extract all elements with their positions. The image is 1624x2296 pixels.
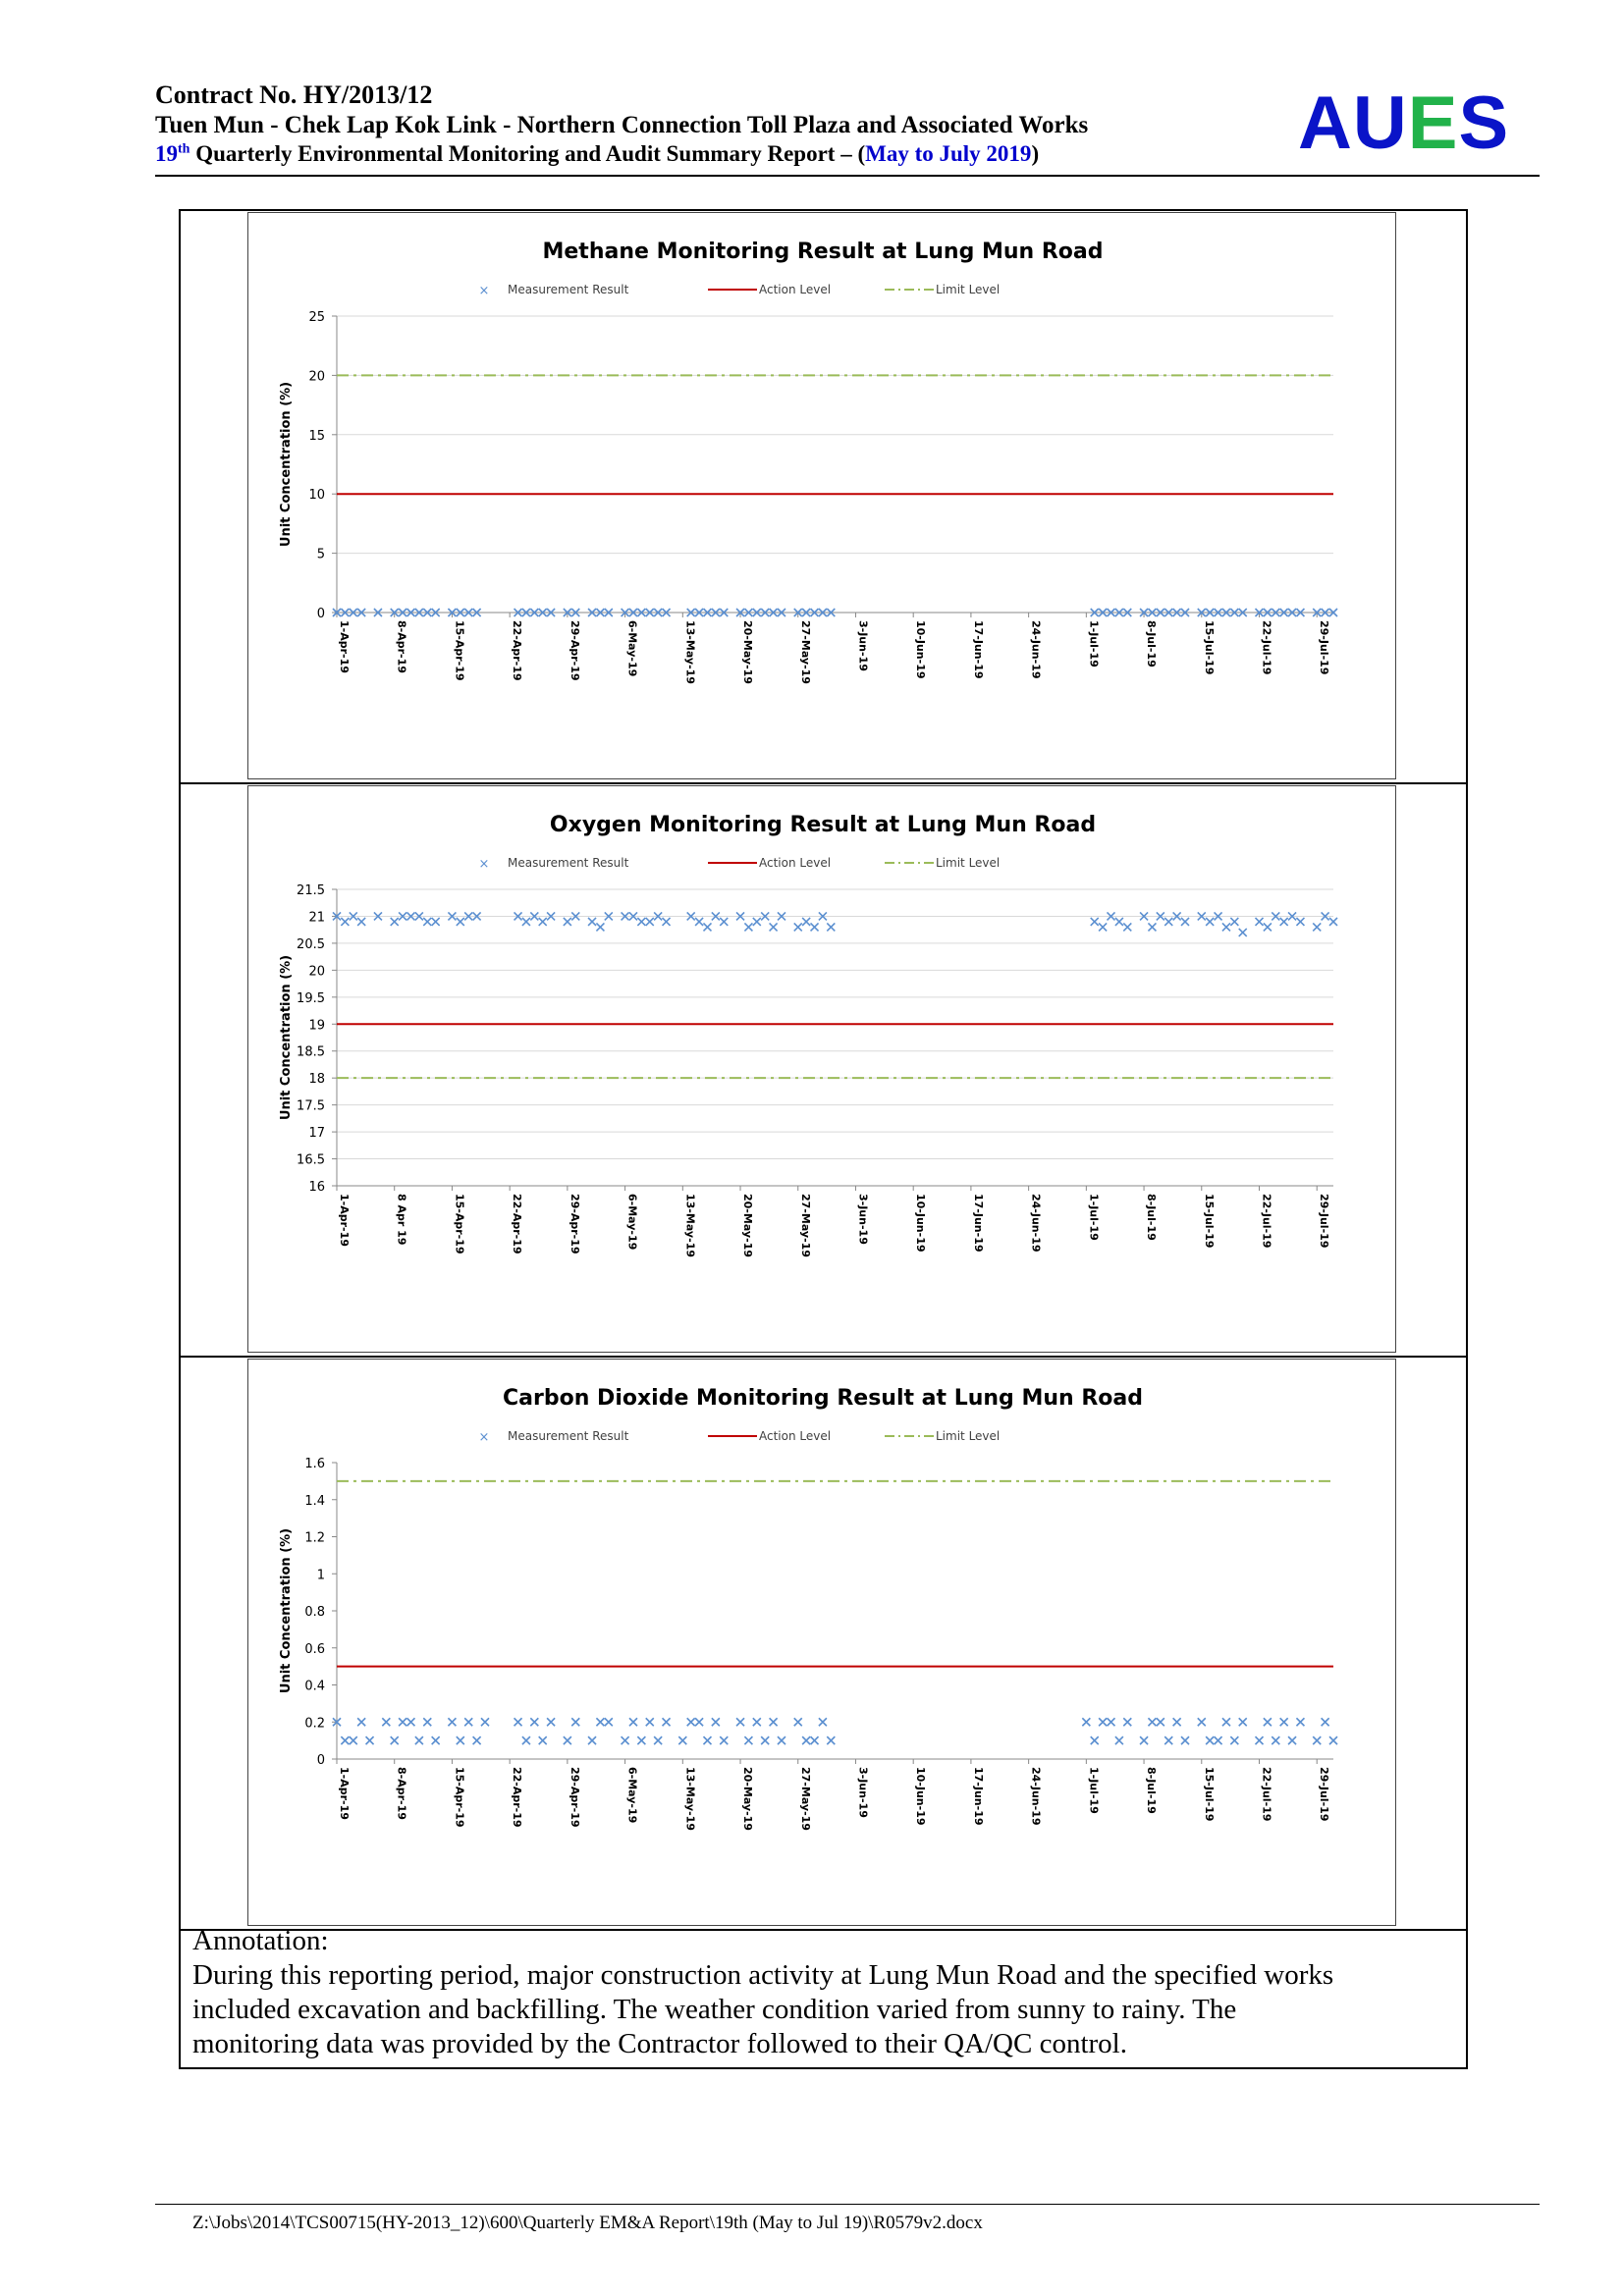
data-point <box>423 1718 431 1726</box>
data-point <box>646 1718 654 1726</box>
x-tick-label: 8-Apr-19 <box>395 1767 408 1820</box>
x-tick-label: 15-Apr-19 <box>453 1767 466 1828</box>
project-title: Tuen Mun - Chek Lap Kok Link - Northern Connection Toll Plaza and Associated Works <box>155 112 1089 138</box>
data-point <box>819 1718 827 1726</box>
y-tick-label: 19.5 <box>297 990 325 1006</box>
legend-marker-measurement: × <box>478 857 490 872</box>
data-point <box>622 1736 629 1744</box>
data-point <box>663 918 671 926</box>
data-point <box>695 918 703 926</box>
legend-marker-measurement: × <box>478 1430 490 1445</box>
x-tick-label: 1-Apr-19 <box>338 620 351 673</box>
x-tick-label: 1-Apr-19 <box>338 1194 351 1247</box>
y-tick-label: 16 <box>308 1180 325 1195</box>
data-point <box>1206 1736 1214 1744</box>
logo-letter-e: E <box>1407 81 1459 165</box>
data-point <box>1091 918 1099 926</box>
data-point <box>1164 918 1172 926</box>
data-point <box>1181 1736 1189 1744</box>
x-tick-label: 6-May-19 <box>625 1767 639 1824</box>
table-row-divider <box>179 782 1468 784</box>
y-tick-label: 17 <box>308 1126 325 1142</box>
carbon-dioxide-chart-svg <box>248 1360 1397 1927</box>
x-tick-label: 27-May-19 <box>798 1194 812 1257</box>
data-point <box>802 1736 810 1744</box>
data-point <box>744 923 752 931</box>
data-point <box>1329 1736 1337 1744</box>
data-point <box>678 1736 686 1744</box>
data-point <box>1181 918 1189 926</box>
data-point <box>605 1718 613 1726</box>
data-point <box>753 1718 761 1726</box>
x-tick-label: 8-Jul-19 <box>1145 620 1159 667</box>
data-point <box>811 923 819 931</box>
annotation-heading: Annotation: <box>192 1925 329 1956</box>
x-tick-label: 1-Jul-19 <box>1087 620 1101 667</box>
data-point <box>712 1718 720 1726</box>
data-point <box>448 1718 456 1726</box>
data-point <box>1099 1718 1107 1726</box>
x-tick-label: 24-Jun-19 <box>1029 1767 1043 1826</box>
data-point <box>1239 929 1247 936</box>
x-tick-label: 29-Jul-19 <box>1318 1767 1331 1822</box>
data-point <box>778 1736 785 1744</box>
chart-title: Carbon Dioxide Monitoring Result at Lung Mun Road <box>503 1386 1143 1411</box>
data-point <box>1322 1718 1329 1726</box>
x-tick-label: 10-Jun-19 <box>914 1767 928 1826</box>
report-number: 19 <box>155 141 178 166</box>
data-point <box>596 923 604 931</box>
x-tick-label: 27-May-19 <box>798 620 812 684</box>
y-tick-label: 25 <box>308 310 325 325</box>
data-point <box>391 1736 399 1744</box>
y-tick-label: 21.5 <box>297 883 325 898</box>
x-tick-label: 17-Jun-19 <box>971 1767 985 1826</box>
y-tick-label: 20 <box>308 964 325 980</box>
data-point <box>794 1718 802 1726</box>
y-tick-label: 1 <box>316 1568 325 1583</box>
data-point <box>588 918 596 926</box>
legend-label: Action Level <box>759 856 832 870</box>
data-point <box>1215 1736 1222 1744</box>
y-tick-label: 1.6 <box>304 1457 325 1471</box>
x-tick-label: 8 Apr 19 <box>395 1194 408 1246</box>
data-point <box>1123 923 1131 931</box>
data-point <box>1272 1736 1279 1744</box>
data-point <box>1222 923 1230 931</box>
data-point <box>1280 918 1288 926</box>
y-tick-label: 15 <box>308 428 325 444</box>
y-tick-label: 0 <box>316 1753 325 1768</box>
x-tick-label: 29-Apr-19 <box>568 620 581 681</box>
x-tick-label: 22-Apr-19 <box>511 620 524 681</box>
data-point <box>695 1718 703 1726</box>
data-point <box>350 1736 357 1744</box>
data-point <box>547 1718 555 1726</box>
data-point <box>770 923 778 931</box>
logo-letter-s: S <box>1458 81 1510 165</box>
data-point <box>1329 918 1337 926</box>
data-point <box>1222 1718 1230 1726</box>
y-tick-label: 0.8 <box>304 1605 325 1620</box>
legend-marker-measurement: × <box>478 284 490 298</box>
x-tick-label: 8-Jul-19 <box>1145 1194 1159 1241</box>
data-point <box>1313 1736 1321 1744</box>
data-point <box>1123 1718 1131 1726</box>
y-tick-label: 5 <box>316 547 325 562</box>
y-axis-label: Unit Concentration (%) <box>279 381 294 548</box>
data-point <box>1264 1718 1272 1726</box>
y-tick-label: 17.5 <box>297 1098 325 1114</box>
data-point <box>415 1736 423 1744</box>
data-point <box>473 1736 481 1744</box>
data-point <box>687 1718 695 1726</box>
data-point <box>811 1736 819 1744</box>
data-point <box>357 1718 365 1726</box>
chart-title: Methane Monitoring Result at Lung Mun Road <box>542 240 1104 264</box>
data-point <box>1148 923 1156 931</box>
data-point <box>1296 1718 1304 1726</box>
x-tick-label: 8-Jul-19 <box>1145 1767 1159 1814</box>
annotation-line: monitoring data was provided by the Contractor followed to their QA/QC control. <box>192 2028 1127 2059</box>
report-title-text: Quarterly Environmental Monitoring and Audit Summary Report – ( <box>189 141 866 166</box>
data-point <box>794 923 802 931</box>
data-point <box>1082 1718 1090 1726</box>
logo-letter-u: U <box>1352 81 1408 165</box>
data-point <box>382 1718 390 1726</box>
x-tick-label: 3-Jun-19 <box>856 1194 870 1245</box>
x-tick-label: 6-May-19 <box>625 620 639 677</box>
data-point <box>663 1718 671 1726</box>
x-tick-label: 24-Jun-19 <box>1029 1194 1043 1253</box>
data-point <box>539 1736 547 1744</box>
data-point <box>1173 1718 1181 1726</box>
y-tick-label: 19 <box>308 1018 325 1034</box>
data-point <box>802 918 810 926</box>
x-tick-label: 1-Apr-19 <box>338 1767 351 1820</box>
x-tick-label: 6-May-19 <box>625 1194 639 1251</box>
x-tick-label: 3-Jun-19 <box>856 620 870 671</box>
y-tick-label: 21 <box>308 910 325 926</box>
data-point <box>1099 923 1107 931</box>
data-point <box>564 918 571 926</box>
x-tick-label: 29-Apr-19 <box>568 1767 581 1828</box>
y-tick-label: 18.5 <box>297 1044 325 1060</box>
table-row-divider <box>179 1356 1468 1358</box>
report-number-suffix: th <box>178 141 190 157</box>
report-period: May to July 2019 <box>865 141 1032 166</box>
data-point <box>457 1736 464 1744</box>
data-point <box>1115 918 1123 926</box>
report-title-close: ) <box>1031 141 1040 166</box>
data-point <box>481 1718 489 1726</box>
x-tick-label: 29-Jul-19 <box>1318 1194 1331 1249</box>
data-point <box>341 918 349 926</box>
methane-chart-svg <box>248 213 1397 780</box>
annotation <box>192 1924 1459 2061</box>
data-point <box>1256 918 1264 926</box>
methane-chart <box>247 212 1396 779</box>
oxygen-chart-svg <box>248 786 1397 1354</box>
data-point <box>703 1736 711 1744</box>
data-point <box>588 1736 596 1744</box>
data-point <box>457 918 464 926</box>
x-tick-label: 8-Apr-19 <box>395 620 408 673</box>
data-point <box>1239 1718 1247 1726</box>
contract-number: Contract No. HY/2013/12 <box>155 80 433 109</box>
x-tick-label: 22-Jul-19 <box>1260 1194 1273 1249</box>
data-point <box>629 1718 637 1726</box>
data-point <box>522 918 530 926</box>
data-point <box>1164 1736 1172 1744</box>
data-point <box>539 918 547 926</box>
x-tick-label: 22-Jul-19 <box>1260 620 1273 675</box>
x-tick-label: 1-Jul-19 <box>1087 1194 1101 1241</box>
data-point <box>637 1736 645 1744</box>
legend-label: Action Level <box>759 1429 832 1443</box>
x-tick-label: 15-Apr-19 <box>453 620 466 681</box>
data-point <box>514 1718 522 1726</box>
y-tick-label: 0 <box>316 607 325 621</box>
data-point <box>432 918 440 926</box>
x-tick-label: 3-Jun-19 <box>856 1767 870 1818</box>
x-tick-label: 29-Apr-19 <box>568 1194 581 1255</box>
data-point <box>1288 1736 1296 1744</box>
data-point <box>1256 1736 1264 1744</box>
y-tick-label: 0.4 <box>304 1679 325 1694</box>
data-point <box>366 1736 374 1744</box>
data-point <box>1108 1718 1115 1726</box>
y-tick-label: 0.2 <box>304 1716 325 1732</box>
data-point <box>654 1736 662 1744</box>
x-tick-label: 24-Jun-19 <box>1029 620 1043 679</box>
data-point <box>637 918 645 926</box>
data-point <box>1296 918 1304 926</box>
data-point <box>703 923 711 931</box>
x-tick-label: 13-May-19 <box>683 1194 697 1257</box>
data-point <box>827 923 835 931</box>
data-point <box>770 1718 778 1726</box>
data-point <box>1264 923 1272 931</box>
header-divider <box>155 175 1540 177</box>
legend-label: Action Level <box>759 283 832 296</box>
x-tick-label: 20-May-19 <box>741 1767 755 1831</box>
legend-label: Limit Level <box>936 283 1001 296</box>
data-point <box>596 1718 604 1726</box>
footer-divider <box>155 2204 1540 2205</box>
chart-title: Oxygen Monitoring Result at Lung Mun Road <box>549 813 1097 837</box>
footer-file-path: Z:\Jobs\2014\TCS00715(HY-2013_12)\600\Quarterly EM&A Report\19th (May to Jul 19)\R0579v2.docx <box>192 2213 983 2233</box>
data-point <box>564 1736 571 1744</box>
legend-label: Limit Level <box>936 1429 1001 1443</box>
data-point <box>1091 1736 1099 1744</box>
data-point <box>1230 1736 1238 1744</box>
y-tick-label: 1.2 <box>304 1530 325 1546</box>
data-point <box>1313 923 1321 931</box>
x-tick-label: 17-Jun-19 <box>971 620 985 679</box>
x-tick-label: 10-Jun-19 <box>914 1194 928 1253</box>
annotation-line: During this reporting period, major construction activity at Lung Mun Road and the specified works <box>192 1959 1334 1991</box>
data-point <box>1115 1736 1123 1744</box>
x-tick-label: 15-Jul-19 <box>1202 1194 1216 1249</box>
annotation-line: included excavation and backfilling. The weather condition varied from sunny to rainy. The <box>192 1994 1237 2025</box>
data-point <box>530 1718 538 1726</box>
data-point <box>720 1736 728 1744</box>
x-tick-label: 15-Jul-19 <box>1202 1767 1216 1822</box>
x-tick-label: 22-Apr-19 <box>511 1194 524 1255</box>
data-point <box>357 918 365 926</box>
x-tick-label: 22-Jul-19 <box>1260 1767 1273 1822</box>
data-point <box>432 1736 440 1744</box>
x-tick-label: 13-May-19 <box>683 620 697 684</box>
data-point <box>341 1736 349 1744</box>
data-point <box>464 1718 472 1726</box>
data-point <box>1206 918 1214 926</box>
y-axis-label: Unit Concentration (%) <box>279 1527 294 1694</box>
aues-logo <box>1298 81 1510 165</box>
data-point <box>522 1736 530 1744</box>
x-tick-label: 15-Jul-19 <box>1202 620 1216 675</box>
x-tick-label: 29-Jul-19 <box>1318 620 1331 675</box>
x-tick-label: 22-Apr-19 <box>511 1767 524 1828</box>
data-point <box>827 1736 835 1744</box>
x-tick-label: 15-Apr-19 <box>453 1194 466 1255</box>
data-point <box>1148 1718 1156 1726</box>
legend-label: Measurement Result <box>508 1429 629 1443</box>
data-point <box>720 918 728 926</box>
y-tick-label: 0.6 <box>304 1641 325 1657</box>
y-tick-label: 20.5 <box>297 936 325 952</box>
data-point <box>1280 1718 1288 1726</box>
y-tick-label: 16.5 <box>297 1152 325 1168</box>
data-point <box>406 1718 414 1726</box>
data-point <box>1230 918 1238 926</box>
legend-label: Limit Level <box>936 856 1001 870</box>
data-point <box>761 1736 769 1744</box>
data-point <box>399 1718 406 1726</box>
x-tick-label: 20-May-19 <box>741 1194 755 1257</box>
y-tick-label: 18 <box>308 1072 325 1088</box>
carbon-dioxide-chart <box>247 1359 1396 1926</box>
x-tick-label: 13-May-19 <box>683 1767 697 1831</box>
data-point <box>391 918 399 926</box>
legend-label: Measurement Result <box>508 283 629 296</box>
x-tick-label: 27-May-19 <box>798 1767 812 1831</box>
data-point <box>744 1736 752 1744</box>
logo-letter-a: A <box>1298 81 1353 165</box>
y-axis-label: Unit Concentration (%) <box>279 954 294 1121</box>
x-tick-label: 10-Jun-19 <box>914 620 928 679</box>
report-title <box>155 141 1039 167</box>
y-tick-label: 20 <box>308 369 325 385</box>
oxygen-chart <box>247 785 1396 1353</box>
data-point <box>1157 1718 1164 1726</box>
x-tick-label: 17-Jun-19 <box>971 1194 985 1253</box>
data-point <box>1198 1718 1206 1726</box>
legend-label: Measurement Result <box>508 856 629 870</box>
data-point <box>423 918 431 926</box>
x-tick-label: 1-Jul-19 <box>1087 1767 1101 1814</box>
data-point <box>646 918 654 926</box>
y-tick-label: 10 <box>308 488 325 504</box>
y-tick-label: 1.4 <box>304 1493 325 1509</box>
x-tick-label: 20-May-19 <box>741 620 755 684</box>
data-point <box>753 918 761 926</box>
data-point <box>736 1718 744 1726</box>
data-point <box>1140 1736 1148 1744</box>
data-point <box>571 1718 579 1726</box>
